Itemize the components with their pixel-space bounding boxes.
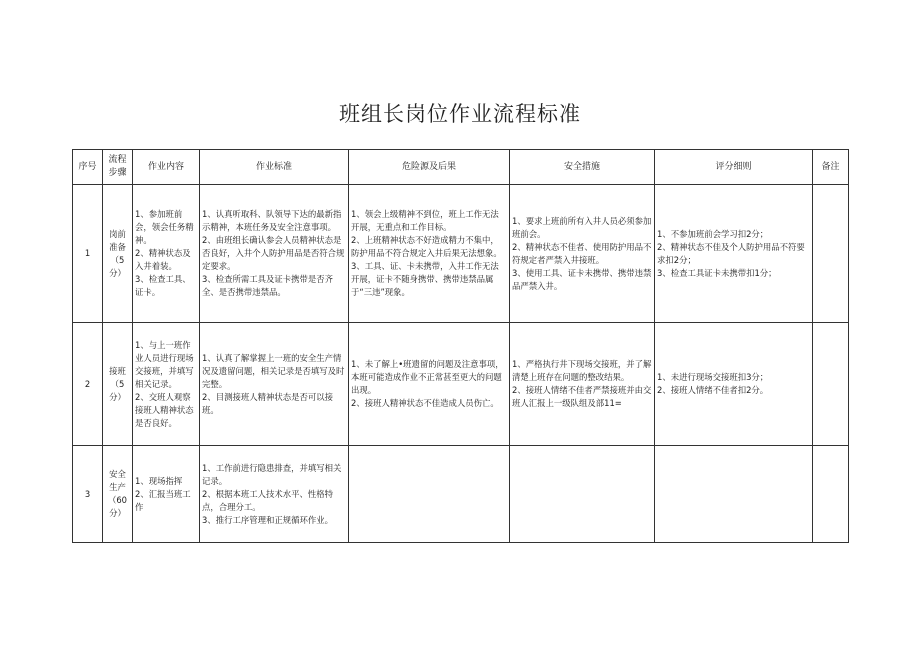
cell-safety <box>510 185 655 323</box>
cell-safety <box>510 323 655 446</box>
cell-line: 3、检查所需工具及证卡携带是否齐全、是否携带违禁品。 <box>202 274 333 297</box>
cell-line: 1、未进行现场交接班扣3分； <box>657 372 769 382</box>
cell-line: 2、交班人观察接班人精神状态是否良好。 <box>135 391 194 428</box>
cell-line: 2、上班精神状态不好造成精力不集中，防护用品不符合规定入井后果无法想象。 <box>351 235 502 258</box>
header-seq: 序号 <box>73 150 103 185</box>
cell-line: 3、使用工具、证卡未携带、携带违禁品严禁入井。 <box>512 267 652 291</box>
cell-step: 安全生产（60分） <box>103 446 133 543</box>
cell-standard <box>200 446 349 543</box>
cell-line: 2、汇报当班工作 <box>135 488 191 512</box>
cell-line: 2、根据本班工人技术水平、性格特点，合理分工。 <box>202 488 333 512</box>
cell-line: 2、精神状态及入井着装。 <box>135 248 191 271</box>
cell-line: 2、接班人精神状态不佳造成人员伤亡。 <box>351 398 499 408</box>
cell-line: 2、接班人情绪不佳者扣2分。 <box>657 385 769 395</box>
cell-line: 2、由班组长确认参会人员精神状态是否良好，入井个人防护用品是否符合规定要求。 <box>202 235 345 271</box>
cell-line: 3、检查工具证卡未携带扣1分； <box>657 267 777 278</box>
cell-hazard <box>349 185 510 323</box>
cell-seq: 3 <box>73 446 103 543</box>
cell-line: 1、领会上级精神不到位，班上工作无法开展，无重点和工作目标。 <box>351 209 499 232</box>
cell-hazard <box>349 323 510 446</box>
cell-line: 3、推行工序管理和正规循环作业。 <box>202 514 333 525</box>
cell-line: 2、精神状态不佳者、使用防护用品不符规定者严禁入井接班。 <box>512 241 652 265</box>
cell-line: 3、工具、证、卡未携带，入井工作无法开展，证卡不随身携带、携带违禁品属于“三违”现象。 <box>351 261 499 297</box>
cell-line: 1、现场指挥 <box>135 475 183 486</box>
cell-standard <box>200 185 349 323</box>
header-scoring: 评分细则 <box>655 150 813 185</box>
cell-scoring <box>655 446 813 543</box>
cell-line: 1、不参加班前会学习扣2分； <box>657 228 769 239</box>
header-step: 流程步骤 <box>103 150 133 185</box>
header-content: 作业内容 <box>133 150 200 185</box>
header-remarks: 备注 <box>813 150 849 185</box>
header-standard: 作业标准 <box>200 150 349 185</box>
page-title: 班组长岗位作业流程标准 <box>339 102 581 126</box>
cell-line: 2、接班人情绪不佳者严禁接班并由交班人汇报上一级队组及部11= <box>512 385 652 408</box>
cell-content <box>133 185 200 323</box>
cell-scoring <box>655 323 813 446</box>
table-row <box>73 185 849 323</box>
cell-line: 1、未了解上•班遗留的问题及注意事项，本班可能造成作业不正常甚至更大的问题出现。 <box>351 359 504 395</box>
cell-step: 接班（5分） <box>103 323 133 446</box>
cell-line: 2、目测接班人精神状态是否可以接班。 <box>202 391 333 415</box>
cell-step: 岗前准备（5分） <box>103 185 133 323</box>
cell-line: 1、工作前进行隐患排查，并填写相关记录。 <box>202 462 342 486</box>
cell-remarks <box>813 185 849 323</box>
cell-hazard <box>349 446 510 543</box>
cell-line: 1、认真听取科、队领导下达的最新指示精神，本班任务及安全注意事项。 <box>202 209 342 232</box>
cell-remarks <box>813 446 849 543</box>
cell-content <box>133 446 200 543</box>
cell-seq: 1 <box>73 185 103 323</box>
cell-line: 1、认真了解掌握上一班的安全生产情况及遗留问题，相关记录是否填写及时完整。 <box>202 352 345 389</box>
header-hazard: 危险源及后果 <box>349 150 510 185</box>
cell-safety <box>510 446 655 543</box>
table-row <box>73 323 849 446</box>
cell-seq: 2 <box>73 323 103 446</box>
cell-remarks <box>813 323 849 446</box>
cell-scoring <box>655 185 813 323</box>
cell-line: 3、检查工具、证卡。 <box>135 274 191 297</box>
table-header-row <box>73 150 849 185</box>
header-safety: 安全措施 <box>510 150 655 185</box>
cell-line: 1、参加班前会，领会任务精神。 <box>135 209 194 245</box>
cell-line: 1、要求上班前所有入井人员必须参加班前会。 <box>512 215 652 239</box>
cell-line: 2、精神状态不佳及个人防护用品不符要求扣2分； <box>657 241 805 265</box>
cell-content <box>133 323 200 446</box>
cell-line: 1、与上一班作业人员进行现场交接班，并填写相关记录。 <box>135 339 194 389</box>
table-row <box>73 446 849 543</box>
cell-standard <box>200 323 349 446</box>
cell-line: 1、严格执行井下现场交接班，并了解清楚上班存在问题的整改结果。 <box>512 359 652 382</box>
workflow-table <box>72 149 849 543</box>
